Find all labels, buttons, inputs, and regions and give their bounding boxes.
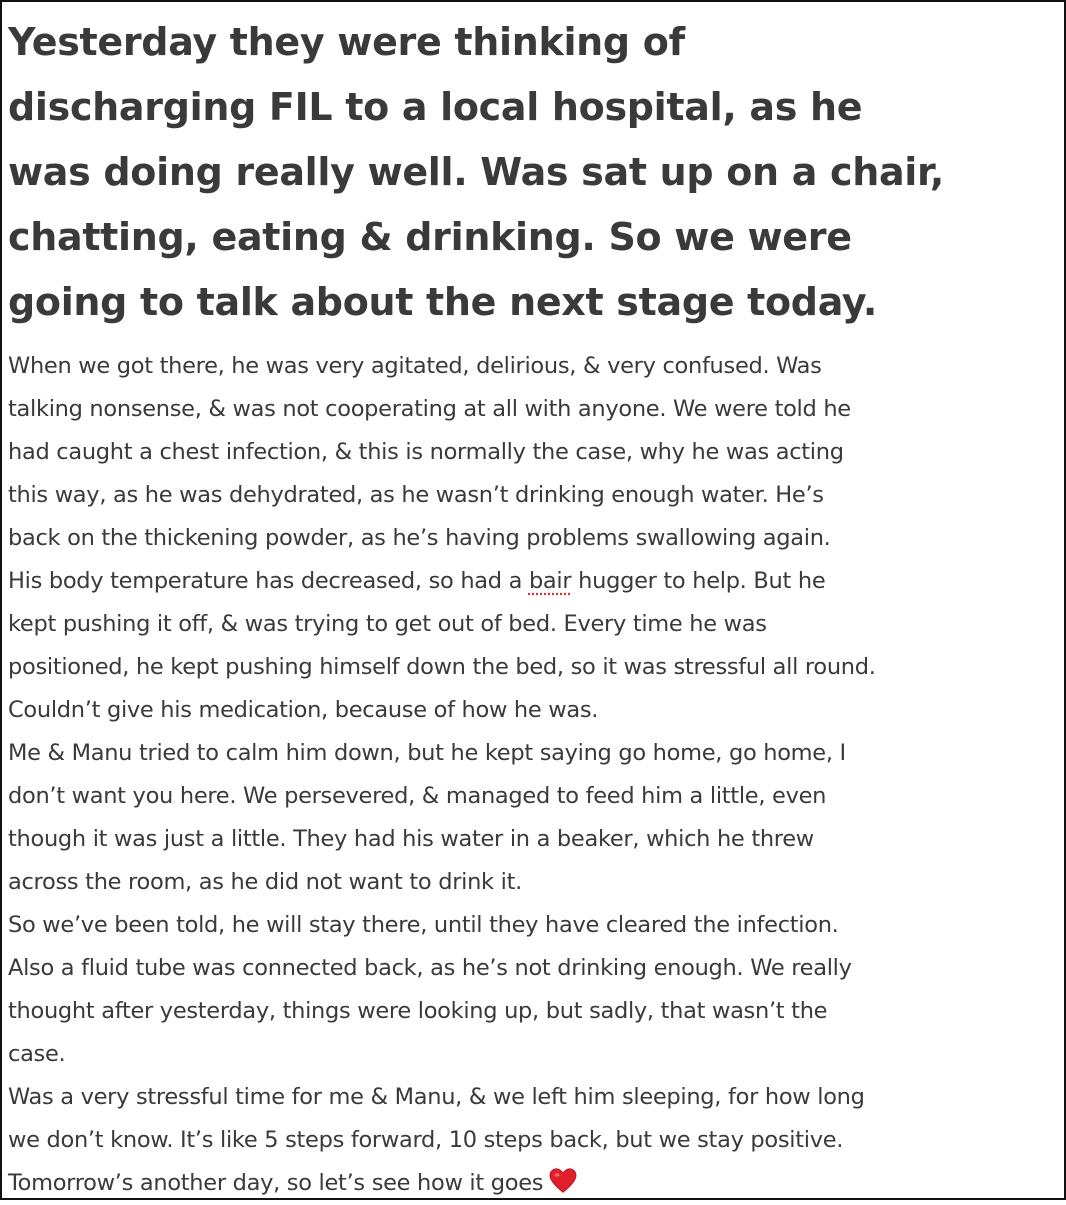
misspelled-word[interactable]: bair [528,568,572,594]
body-text-segment: hugger to help. But he [571,568,826,594]
body-line: back on the thickening powder, as he’s having problems swallowing again. [8,525,831,551]
body-line: talking nonsense, & was not cooperating at all with anyone. We were told he [8,396,851,422]
body-text-segment: Tomorrow’s another day, so let’s see how it goes [8,1170,544,1196]
body-line: kept pushing it off, & was trying to get out of bed. Every time he was [8,611,767,637]
body-line: we don’t know. It’s like 5 steps forward, 10 steps back, but we stay positive. [8,1127,844,1153]
note-headline [8,10,1064,345]
body-line: thought after yesterday, things were looking up, but sadly, that wasn’t the [8,998,828,1024]
body-line: this way, as he was dehydrated, as he wasn’t drinking enough water. He’s [8,482,824,508]
headline-line: going to talk about the next stage today. [8,280,877,324]
body-line: So we’ve been told, he will stay there, until they have cleared the infection. [8,912,839,938]
body-line: though it was just a little. They had his water in a beaker, which he threw [8,826,814,852]
body-line: Was a very stressful time for me & Manu, & we left him sleeping, for how long [8,1084,865,1110]
body-text-segment: His body temperature has decreased, so had a [8,568,529,594]
body-line: case. [8,1041,66,1067]
red-heart-icon [549,1168,577,1194]
body-line [8,1162,1064,1205]
body-line: positioned, he kept pushing himself down the bed, so it was stressful all round. [8,654,876,680]
note-body [8,345,1064,1205]
body-line: had caught a chest infection, & this is normally the case, why he was acting [8,439,844,465]
headline-line: discharging FIL to a local hospital, as he [8,85,863,129]
body-line: When we got there, he was very agitated, delirious, & very confused. Was [8,353,822,379]
headline-line: Yesterday they were thinking of [8,20,685,64]
headline-line: was doing really well. Was sat up on a chair, [8,150,944,194]
body-line: Also a fluid tube was connected back, as he’s not drinking enough. We really [8,955,852,981]
body-line: across the room, as he did not want to drink it. [8,869,522,895]
body-line [8,560,1064,603]
body-line: Me & Manu tried to calm him down, but he kept saying go home, go home, I [8,740,846,766]
headline-line: chatting, eating & drinking. So we were [8,215,852,259]
body-line: don’t want you here. We persevered, & managed to feed him a little, even [8,783,827,809]
note-content [8,10,1064,1205]
body-line: Couldn’t give his medication, because of how he was. [8,697,599,723]
